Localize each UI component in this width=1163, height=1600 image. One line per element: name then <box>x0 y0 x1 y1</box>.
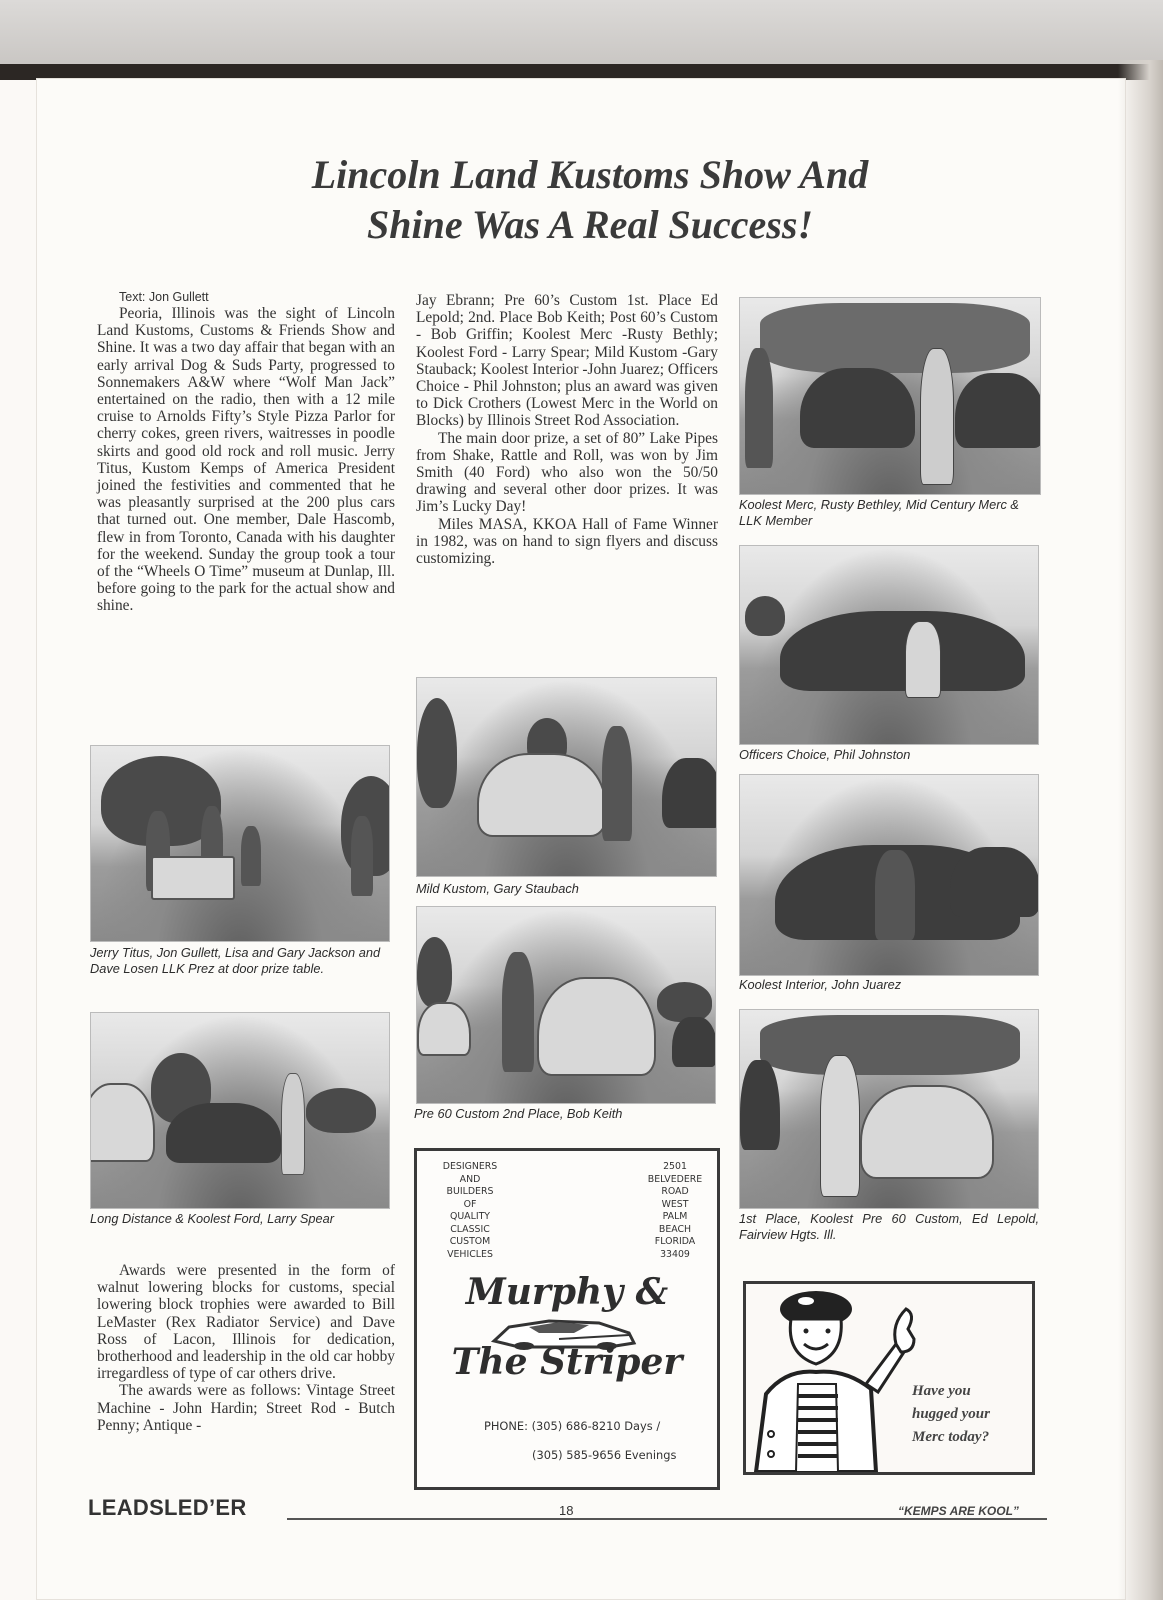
car <box>477 753 606 837</box>
footer-slogan: “KEMPS ARE KOOL” <box>898 1504 1019 1518</box>
photo-mild-kustom <box>416 677 717 877</box>
ad-text-line: ROAD <box>661 1186 689 1197</box>
ad-text-line: BELVEDERE <box>647 1173 703 1185</box>
car <box>90 1083 155 1162</box>
article-paragraph: Awards were presented in the form of walnut lowering blocks for customs, special lowering block trophies were awarded to Bill LeMaster (Rex Radiator Service) and Dave Ross of Lacon, Illinois for dedication, brotherhood and leadership in the old car hobby irregardless of type of car others drive. <box>97 1262 395 1383</box>
car <box>537 977 656 1076</box>
article-paragraph: Miles MASA, KKOA Hall of Fame Winner in 1982, was on hand to sign flyers and discuss customizing. <box>416 515 718 568</box>
article-column-1-top <box>97 289 395 615</box>
slogan-line: Merc today? <box>912 1429 990 1445</box>
photo-caption: Pre 60 Custom 2nd Place, Bob Keith <box>414 1106 623 1121</box>
car <box>860 1085 994 1179</box>
ad-phone-evenings: (305) 585-9656 Evenings <box>532 1448 677 1462</box>
article-paragraph: The awards were as follows: Vintage Street Machine - John Hardin; Street Rod - Butch Penny; Antique - <box>97 1382 395 1434</box>
ad-logo-line-2: The Striper <box>451 1341 683 1383</box>
tree <box>745 596 785 636</box>
ad-text-line: CLASSIC <box>450 1223 490 1235</box>
car <box>672 1017 716 1067</box>
person <box>920 348 954 485</box>
car <box>417 1002 471 1056</box>
photo-koolest-ford <box>90 1012 390 1209</box>
person <box>281 1073 305 1175</box>
article-paragraph: Jay Ebrann; Pre 60’s Custom 1st. Place Ed Lepold; 2nd. Place Bob Keith; Post 60’s Custom - Bob Griffin; Koolest Merc -Rusty Bethly; Koolest Ford - Larry Spear; Mild Kustom -Gary Stauback; Koolest Interior -John Juarez; Officers Choice - Phil Johnston; plus an award was given to Dick Crothers (Lowest Merc in the World on Blocks) by Illinois Street Rod Association. <box>416 292 718 430</box>
person <box>875 850 915 940</box>
ad-phone-days: PHONE: (305) 686-8210 Days / <box>484 1419 661 1433</box>
page-shadow <box>1118 60 1163 1600</box>
slogan-line: Have you <box>912 1383 971 1399</box>
ad-text-line: 33409 <box>660 1248 690 1260</box>
slogan-line: hugged your <box>912 1406 990 1422</box>
title-line-2: Shine Was A Real Success! <box>366 202 814 247</box>
footer-rule <box>287 1518 1047 1520</box>
tree <box>306 1088 376 1133</box>
ad-text-line: FLORIDA <box>654 1236 696 1247</box>
car <box>800 368 915 448</box>
photo-koolest-merc <box>739 297 1041 495</box>
photo-door-prize-table <box>90 745 390 942</box>
photo-caption: Koolest Interior, John Juarez <box>739 977 902 992</box>
car <box>780 611 1025 691</box>
person <box>351 816 373 896</box>
tree <box>760 303 1030 373</box>
ad-text-line: PALM <box>662 1211 688 1222</box>
car <box>740 1060 780 1150</box>
article-paragraph: The main door prize, a set of 80” Lake Pipes from Shake, Rattle and Roll, was won by Jim Smith (40 Ford) who also won the 50/50 drawing and several other door prizes. It was Jim’s Lucky Day! <box>416 429 718 516</box>
byline: Text: Jon Gullett <box>119 290 209 304</box>
tree <box>417 698 457 808</box>
article-column-2 <box>416 292 718 567</box>
advertisement-hug-your-merc <box>743 1281 1035 1475</box>
ad-slogan <box>912 1380 990 1449</box>
tree <box>417 937 452 1007</box>
photo-caption: Jerry Titus, Jon Gullett, Lisa and Gary Jackson and Dave Losen LLK Prez at door prize table. <box>90 945 381 976</box>
ad-text-line: DESIGNERS <box>442 1161 498 1172</box>
ad-text-line: 2501 <box>663 1161 687 1172</box>
car <box>955 373 1041 448</box>
photo-caption: Koolest Merc, Rusty Bethley, Mid Century Merc & LLK Member <box>739 497 1019 528</box>
car <box>166 1103 281 1163</box>
magazine-masthead: LEADSLED’ER <box>88 1495 247 1520</box>
ad-logo-line-1: Murphy & <box>465 1271 669 1313</box>
article-paragraph: Peoria, Illinois was the sight of Lincoln Land Kustoms, Customs & Friends Show and Shine. It was a two day affair that began with an early arrival Dog & Suds Party, progressed to Sonnemakers A&W where “Wolf Man Jack” entertained on the radio, then with a 12 mile cruise to Arnolds Fifty’s Style Pizza Parlor for cherry cokes, green rivers, waitresses in poodle skirts and good old rock and roll music. Jerry Titus, Kustom Kemps of America President joined the festivities and commented that he was pleasantly surprised at the 200 plus cars that turned out. One member, Dale Hascomb, flew in from Toronto, Canada with his daughter for the weekend. Sunday the group took a tour of the “Wheels O Time” museum at Dunlap, Ill. before going to the park for the actual show and shine. <box>97 305 395 615</box>
car <box>662 758 717 828</box>
person <box>502 952 534 1072</box>
ad-text-line: QUALITY <box>449 1211 491 1222</box>
person <box>602 726 632 841</box>
photo-first-place <box>739 1009 1039 1209</box>
ad-text-line: OF <box>463 1198 477 1210</box>
person <box>745 348 773 468</box>
title-line-1: Lincoln Land Kustoms Show And <box>311 152 869 197</box>
ad-text-line: CUSTOM <box>449 1236 491 1247</box>
photo-officers-choice <box>739 545 1039 745</box>
ad-text-line: WEST <box>661 1198 689 1210</box>
ad-text-line: BUILDERS <box>446 1186 494 1197</box>
article-title <box>200 150 980 250</box>
ad-address <box>635 1161 715 1261</box>
photo-pre60-2nd-place <box>416 906 716 1104</box>
photo-caption: Officers Choice, Phil Johnston <box>739 747 911 762</box>
page-number: 18 <box>559 1503 574 1518</box>
ad-text-line: AND <box>459 1173 481 1185</box>
person <box>241 826 261 886</box>
photo-koolest-interior <box>739 774 1039 976</box>
table <box>151 856 235 900</box>
ad-services-list <box>425 1161 515 1261</box>
advertisement-murphy-striper <box>414 1148 720 1490</box>
photo-caption: Long Distance & Koolest Ford, Larry Spear <box>90 1211 334 1226</box>
cartoon-greaser-illustration <box>746 1284 916 1472</box>
car <box>950 847 1039 917</box>
scan-background-top <box>0 0 1163 66</box>
person <box>905 621 941 698</box>
person <box>820 1055 860 1197</box>
tree <box>657 982 712 1022</box>
ad-text-line: BEACH <box>658 1223 692 1235</box>
article-column-1-bottom <box>97 1262 395 1434</box>
ad-text-line: VEHICLES <box>447 1248 493 1260</box>
tree <box>760 1015 1020 1075</box>
photo-caption: 1st Place, Koolest Pre 60 Custom, Ed Lepold, Fairview Hgts. Ill. <box>739 1211 1039 1242</box>
photo-caption: Mild Kustom, Gary Staubach <box>416 881 579 896</box>
